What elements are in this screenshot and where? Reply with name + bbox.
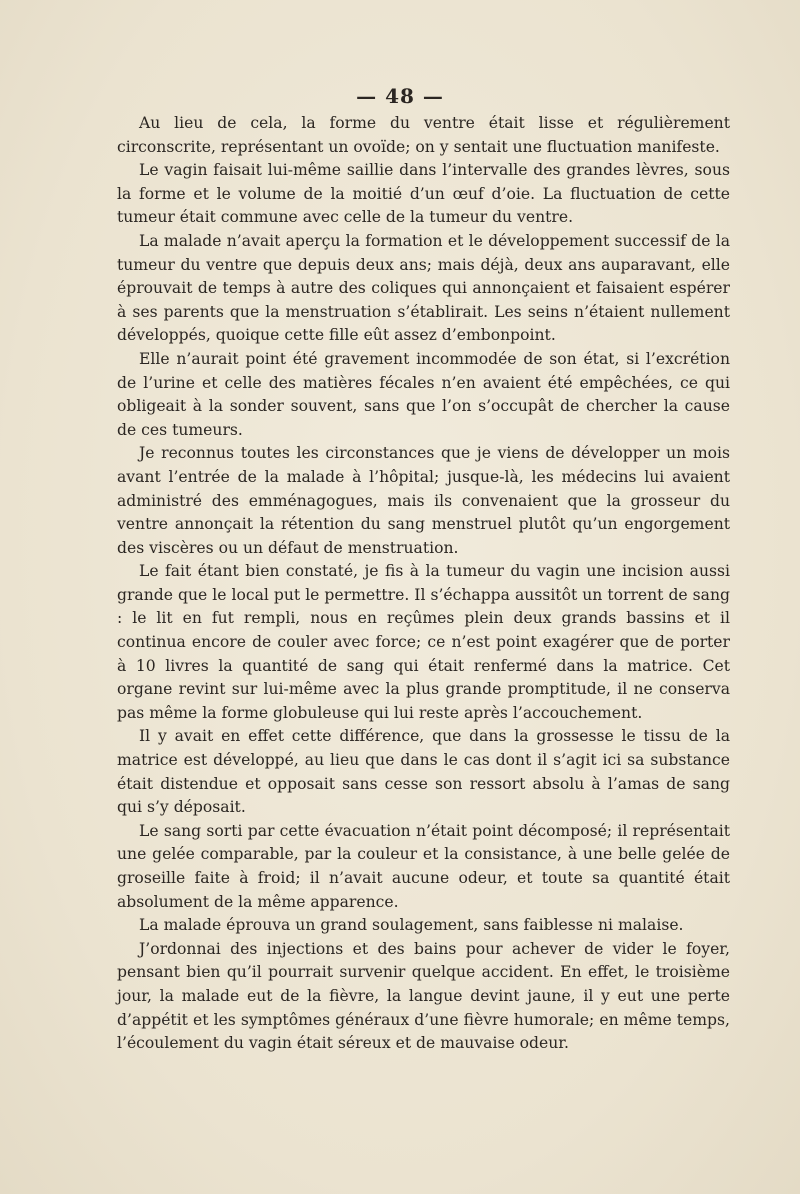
paragraph: Je reconnus toutes les circonstances que je viens de développer un mois avant l’entrée de la malade à l’hôpital; jusque-là, les médecins lui avaient administré des emménagogues, mais ils convenaient que la grosseur du ventre annonçait la rétention du sang menstruel plutôt qu’un engorgement des viscères ou un défaut de menstruation. xyxy=(117,444,730,557)
body-text xyxy=(117,112,730,1056)
paragraph: La malade n’avait aperçu la formation et le développement successif de la tumeur du ventre que depuis deux ans; mais déjà, deux ans auparavant, elle éprouvait de temps à autre des coliques qui annonçaient et faisaient espérer à ses parents que la menstruation s’établirait. Les seins n’étaient nullement développés, quoique cette fille eût assez d’embonpoint. xyxy=(117,231,730,345)
paragraph: Le fait étant bien constaté, je fis à la tumeur du vagin une incision aussi grande que le local put le permettre. Il s’échappa aussitôt un torrent de sang : le lit en fut rempli, nous en reçûmes plein deux grands bassins et il continua encore de couler avec force; ce n’est point exagérer que de porter à 10 livres la quantité de sang qui était renfermé dans la matrice. Cet organe revint sur lui-même avec la plus grande promptitude, il ne conserva pas même la forme globuleuse qui lui reste après l’accouchement. xyxy=(117,562,730,722)
paragraph: Le vagin faisait lui-même saillie dans l’intervalle des grandes lèvres, sous la forme et le volume de la moitié d’un œuf d’oie. La fluctuation de cette tumeur était commune avec celle de la tumeur du ventre. xyxy=(117,161,730,227)
paragraph: La malade éprouva un grand soulagement, sans faiblesse ni malaise. xyxy=(139,916,684,935)
paragraph: Le sang sorti par cette évacuation n’était point décomposé; il représentait une gelée comparable, par la couleur et la consistance, à une belle gelée de groseille faite à froid; il n’avait aucune odeur, et toute sa quantité était absolument de la même apparence. xyxy=(117,821,730,911)
paragraph: Elle n’aurait point été gravement incommodée de son état, si l’excrétion de l’urine et celle des matières fécales n’en avaient été empêchées, ce qui obligeait à la sonder souvent, sans que l’on s’occupât de chercher la cause de ces tumeurs. xyxy=(117,349,730,439)
paragraph: Il y avait en effet cette différence, que dans la grossesse le tissu de la matrice est développé, au lieu que dans le cas dont il s’agit ici sa substance était distendue et opposait sans cesse son ressort absolu à l’amas de sang qui s’y déposait. xyxy=(117,727,730,817)
paragraph: J’ordonnai des injections et des bains pour achever de vider le foyer, pensant bien qu’il pourrait survenir quelque accident. En effet, le troisième jour, la malade eut de la fièvre, la langue devint jaune, il y eut une perte d’appétit et les symptômes généraux d’une fièvre humorale; en même temps, l’écoulement du vagin était séreux et de mauvaise odeur. xyxy=(117,939,730,1053)
paragraph: Au lieu de cela, la forme du ventre était lisse et régulièrement circonscrite, représentant un ovoïde; on y sentait une fluctuation manifeste. xyxy=(117,114,730,156)
page-number-header: — 48 — xyxy=(356,84,444,108)
